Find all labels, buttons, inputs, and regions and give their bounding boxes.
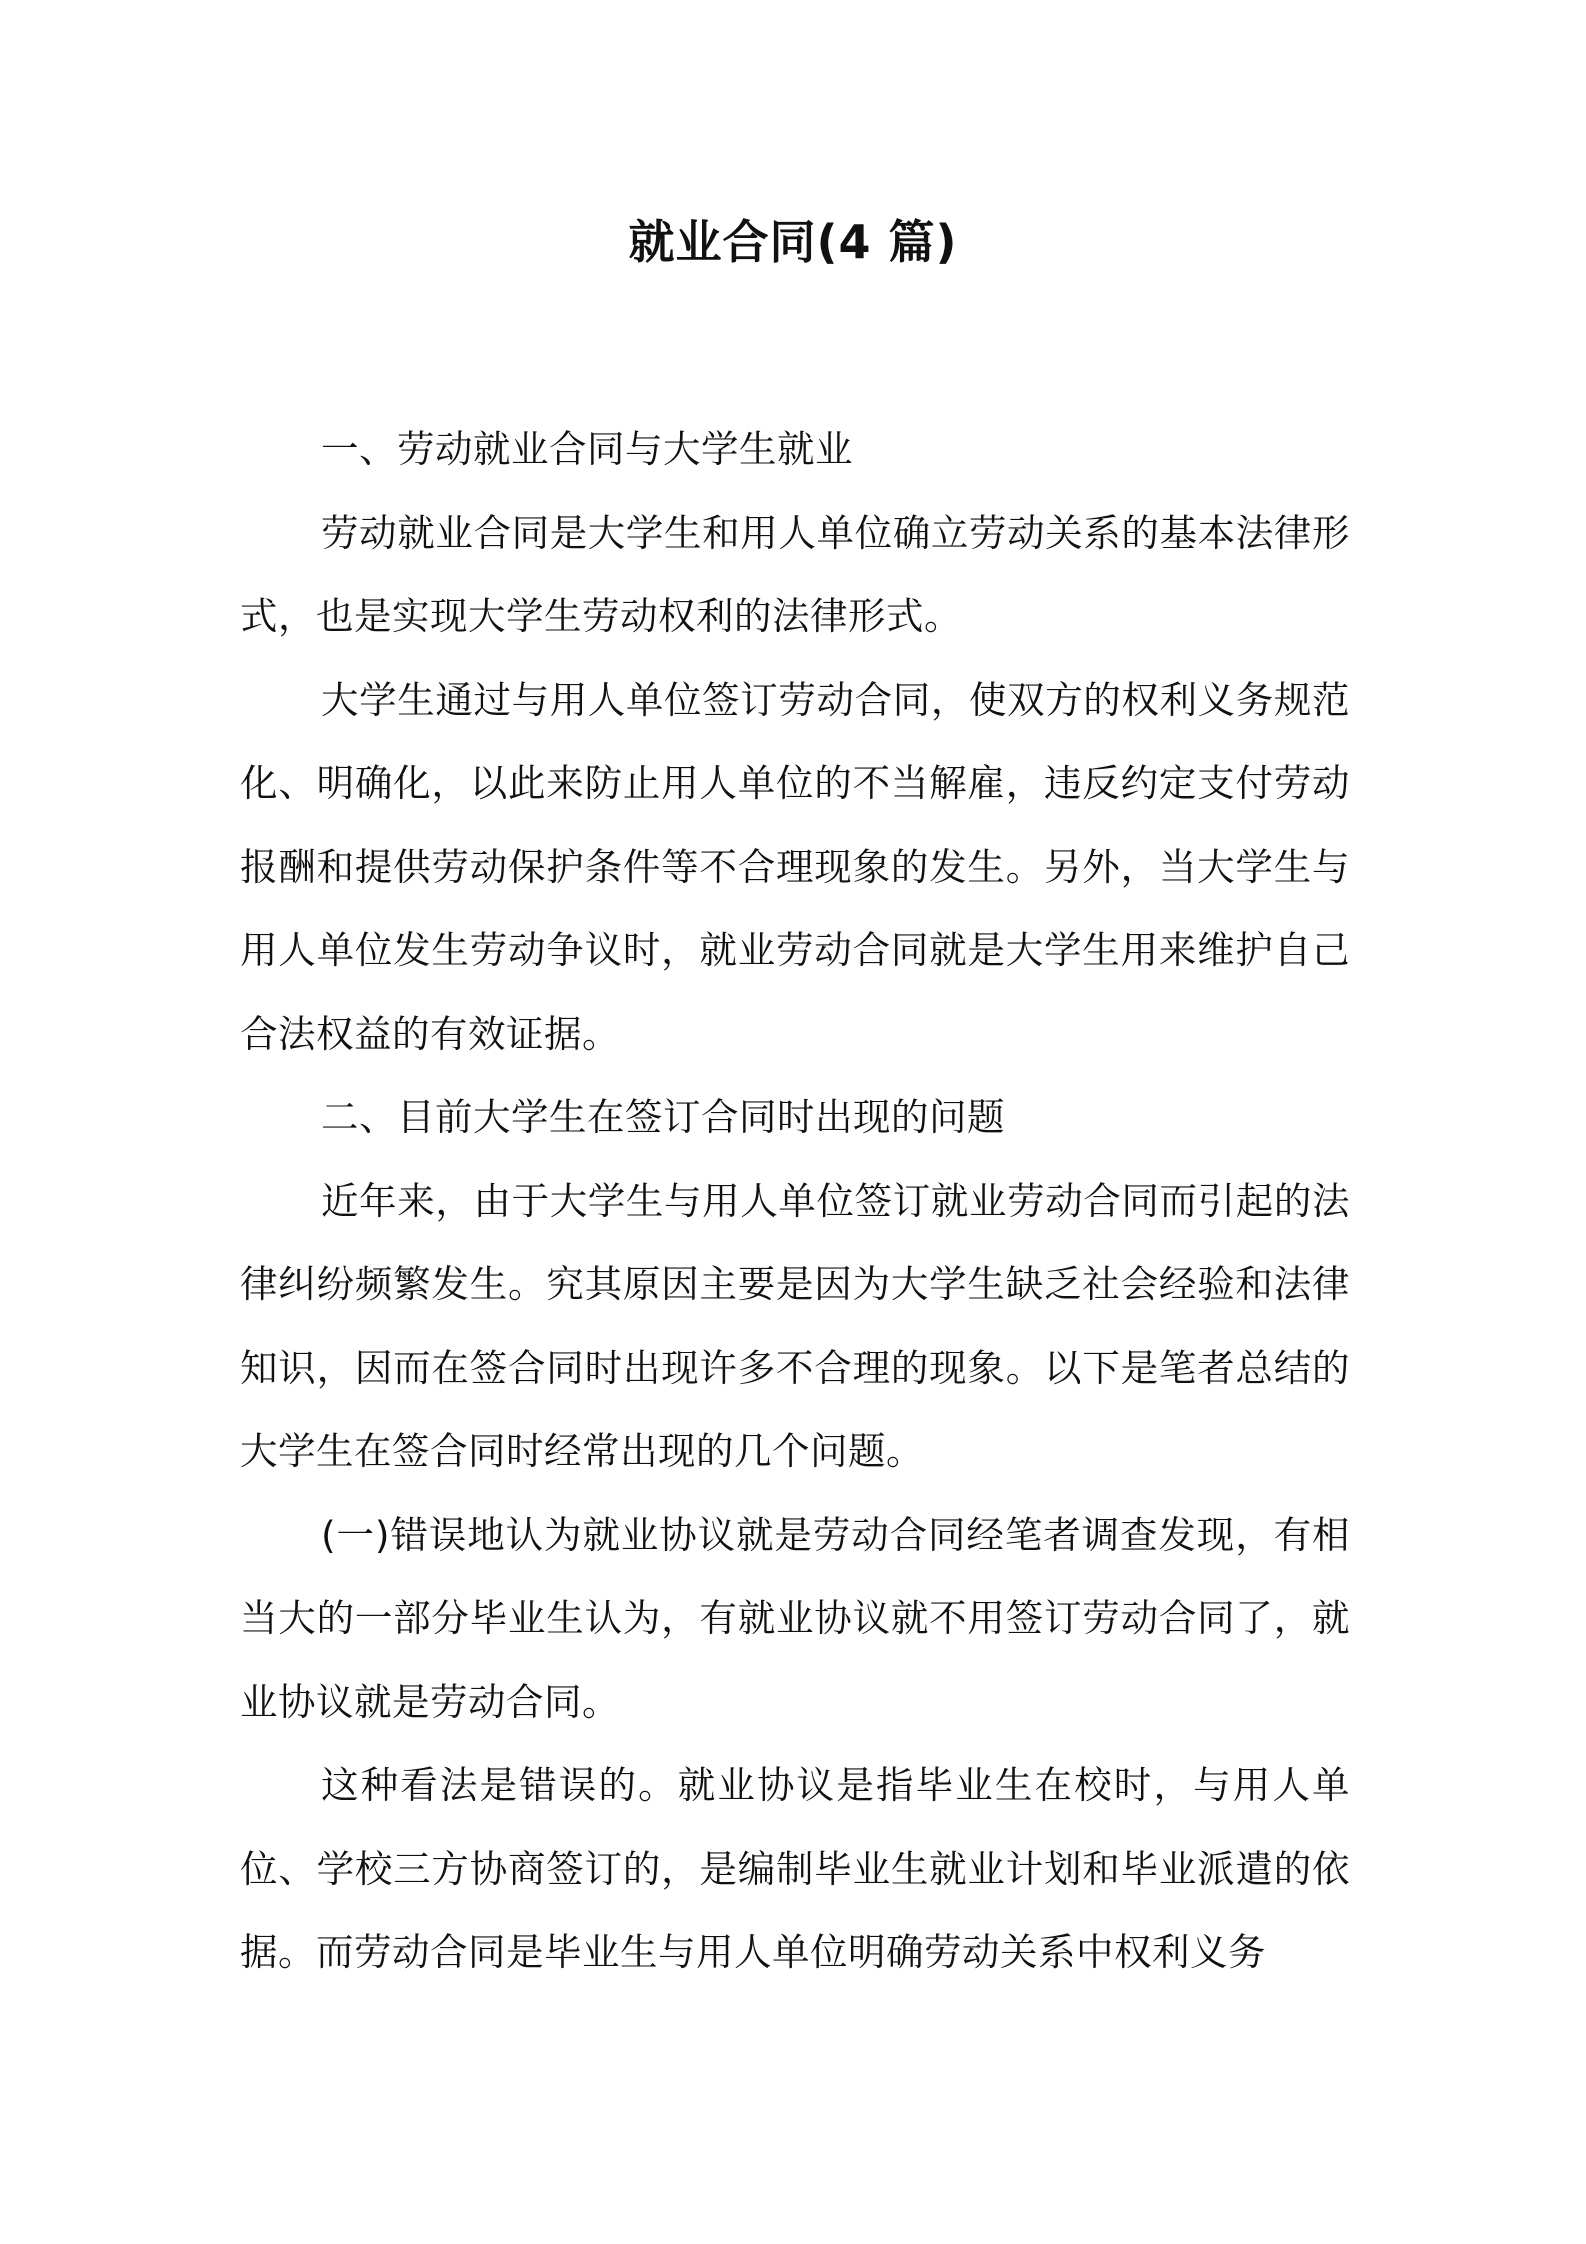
document-body	[240, 408, 1350, 1995]
paragraph: 近年来，由于大学生与用人单位签订就业劳动合同而引起的法律纠纷频繁发生。究其原因主要是因为大学生缺乏社会经验和法律知识，因而在签合同时出现许多不合理的现象。以下是笔者总结的大学生在签合同时经常出现的几个问题。	[240, 1178, 1350, 1473]
document-title: 就业合同(4 篇)	[628, 215, 958, 269]
paragraph: 这种看法是错误的。就业协议是指毕业生在校时，与用人单位、学校三方协商签订的，是编制毕业生就业计划和毕业派遣的依据。而劳动合同是毕业生与用人单位明确劳动关系中权利义务	[240, 1763, 1350, 1974]
section-heading-1: 一、劳动就业合同与大学生就业	[321, 427, 853, 471]
paragraph: 大学生通过与用人单位签订劳动合同，使双方的权利义务规范化、明确化，以此来防止用人单位的不当解雇，违反约定支付劳动报酬和提供劳动保护条件等不合理现象的发生。另外，当大学生与用人单位发生劳动争议时，就业劳动合同就是大学生用来维护自己合法权益的有效证据。	[240, 677, 1350, 1056]
section-heading-2: 二、目前大学生在签订合同时出现的问题	[321, 1095, 1005, 1139]
paragraph: 劳动就业合同是大学生和用人单位确立劳动关系的基本法律形式，也是实现大学生劳动权利的法律形式。	[240, 510, 1350, 638]
paragraph: (一)错误地认为就业协议就是劳动合同经笔者调查发现，有相当大的一部分毕业生认为，有就业协议就不用签订劳动合同了，就业协议就是劳动合同。	[240, 1512, 1350, 1724]
